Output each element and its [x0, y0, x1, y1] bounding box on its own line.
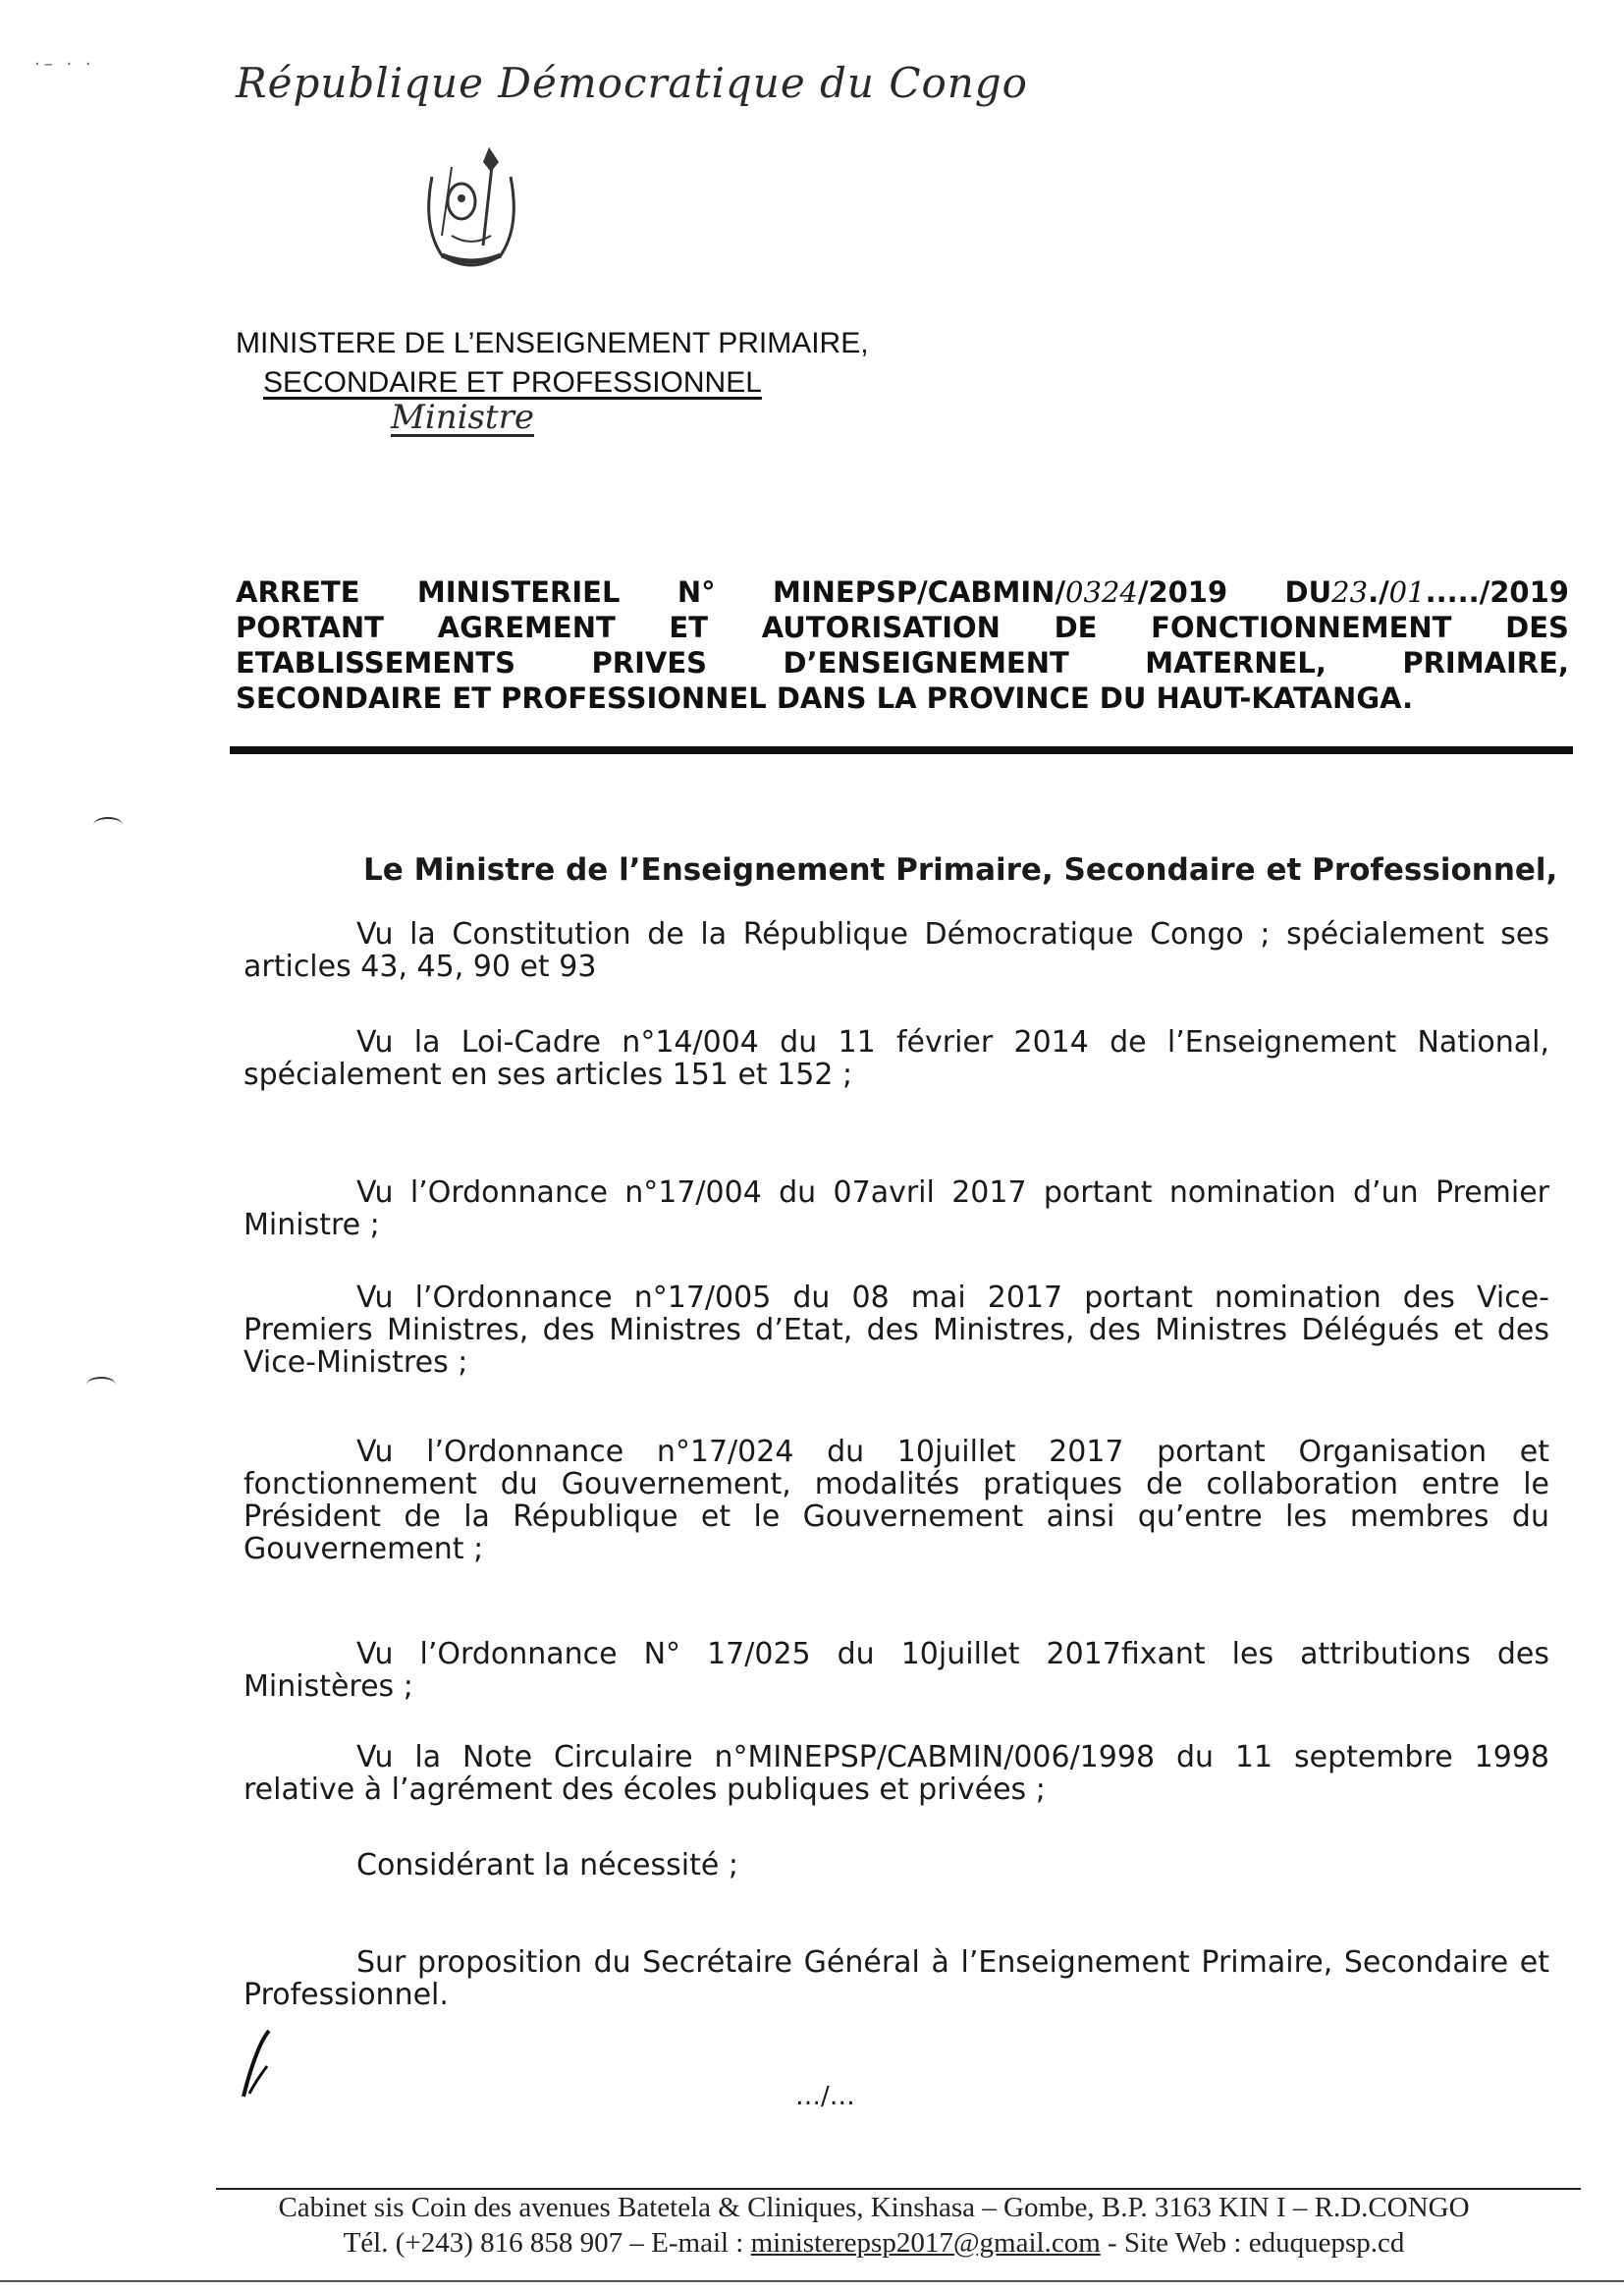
margin-mark	[93, 817, 123, 833]
arrete-line-4: SECONDAIRE ET PROFESSIONNEL DANS LA PROVINCE DU HAUT-KATANGA.	[236, 682, 1414, 715]
bottom-divider	[0, 2280, 1624, 2282]
title-divider	[230, 746, 1573, 754]
arrete-word: PORTANT	[236, 611, 384, 644]
republic-title: République Démocratique du Congo	[236, 59, 1028, 107]
arrete-word: ARRETE	[236, 575, 360, 609]
coat-of-arms-icon	[412, 137, 530, 285]
arrete-word: PRIMAIRE,	[1402, 646, 1569, 680]
footer-address: Cabinet sis Coin des avenues Batetela & Cliniques, Kinshasa – Gombe, B.P. 3163 KIN I – R.D.CONGO	[278, 2192, 1470, 2223]
arrete-word: MINISTERIEL	[416, 575, 621, 609]
arrete-word: AGREMENT	[437, 611, 616, 644]
arrete-line-3	[236, 645, 1569, 681]
paragraph-text: Vu l’Ordonnance n°17/024 du 10juillet 2017 portant Organisation et fonctionnement du Gouvernement, modalités pratiques de collaboration entre le Président de la République et le Gouvernement ainsi qu’entre les membres du Gouvernement ;	[244, 1435, 1549, 1566]
paragraph-text: Vu l’Ordonnance N° 17/025 du 10juillet 2017fixant les attributions des Ministères ;	[244, 1637, 1549, 1704]
ministry-name	[236, 324, 869, 403]
ministry-line-2: SECONDAIRE ET PROFESSIONNEL	[263, 366, 762, 399]
arrete-word: PRIVES	[591, 646, 708, 680]
paragraph-text: Vu l’Ordonnance n°17/004 du 07avril 2017 portant nomination d’un Premier Ministre ;	[244, 1175, 1549, 1242]
consideration-paragraph	[244, 918, 1549, 983]
arrete-line-1	[236, 574, 1569, 610]
ministry-line-1: MINISTERE DE L’ENSEIGNEMENT PRIMAIRE,	[236, 327, 869, 359]
consideration-paragraph	[244, 1026, 1549, 1091]
footer-email-link[interactable]: ministerepsp2017@gmail.com	[750, 2227, 1101, 2259]
paragraph-text: Considérant la nécessité ;	[356, 1848, 738, 1882]
paragraph-text: Vu la Constitution de la République Démocratique Congo ; spécialement ses articles 43, 45, 90 et 93	[244, 917, 1549, 984]
continued-marker: …/…	[795, 2082, 855, 2111]
arrete-number-handwritten: 0324	[1065, 575, 1138, 609]
arrete-word: FONCTIONNEMENT	[1151, 611, 1452, 644]
arrete-word: AUTORISATION	[761, 611, 1001, 644]
consideration-paragraph	[244, 1849, 1549, 1881]
ministre-script: Ministre	[391, 398, 534, 437]
footer-contact	[216, 2225, 1532, 2261]
arrete-word: DE	[1054, 611, 1098, 644]
arrete-word: DES	[1505, 611, 1569, 644]
arrete-month-handwritten: 01	[1388, 575, 1426, 609]
consideration-paragraph	[244, 1176, 1549, 1241]
arrete-word: ETABLISSEMENTS	[236, 646, 516, 680]
scan-specks: ·– · ·	[34, 54, 95, 75]
arrete-title	[236, 574, 1569, 716]
footer-website: - Site Web : eduquepsp.cd	[1100, 2227, 1405, 2259]
arrete-line-2	[236, 610, 1569, 645]
consideration-paragraph	[244, 1281, 1549, 1379]
initial-mark-icon	[236, 2023, 295, 2101]
footer	[216, 2190, 1532, 2261]
margin-mark	[86, 1377, 116, 1392]
arrete-date	[1285, 574, 1569, 610]
consideration-paragraph	[244, 1436, 1549, 1565]
minister-heading: Le Ministre de l’Enseignement Primaire, Secondaire et Professionnel,	[363, 852, 1558, 888]
arrete-date-sep: ./	[1368, 575, 1389, 609]
arrete-word: N°	[677, 575, 716, 609]
arrete-ref-prefix: MINEPSP/CABMIN/	[772, 575, 1066, 609]
arrete-date-year: ...../2019	[1425, 575, 1569, 609]
arrete-ref-year: /2019	[1137, 575, 1228, 609]
consideration-paragraph	[244, 1741, 1549, 1806]
arrete-reference	[773, 574, 1227, 610]
paragraph-text: Vu l’Ordonnance n°17/005 du 08 mai 2017 portant nomination des Vice-Premiers Ministres, des Ministres d’Etat, des Ministres, des Ministres Délégués et des Vice-Ministres ;	[244, 1281, 1549, 1380]
paragraph-text: Vu la Loi-Cadre n°14/004 du 11 février 2014 de l’Enseignement National, spécialement en ses articles 151 et 152 ;	[244, 1025, 1549, 1092]
arrete-date-prefix: DU	[1284, 575, 1332, 609]
arrete-word: D’ENSEIGNEMENT	[783, 646, 1069, 680]
arrete-day-handwritten: 23	[1331, 575, 1369, 609]
arrete-word: ET	[669, 611, 709, 644]
consideration-paragraph	[244, 1638, 1549, 1703]
paragraph-text: Sur proposition du Secrétaire Général à l’Enseignement Primaire, Secondaire et Professionnel.	[244, 1945, 1549, 2012]
paragraph-text: Vu la Note Circulaire n°MINEPSP/CABMIN/006/1998 du 11 septembre 1998 relative à l’agrément des écoles publiques et privées ;	[244, 1740, 1549, 1807]
footer-phone: Tél. (+243) 816 858 907 – E-mail :	[343, 2227, 751, 2259]
arrete-word: MATERNEL,	[1145, 646, 1326, 680]
consideration-paragraph	[244, 1946, 1549, 2011]
